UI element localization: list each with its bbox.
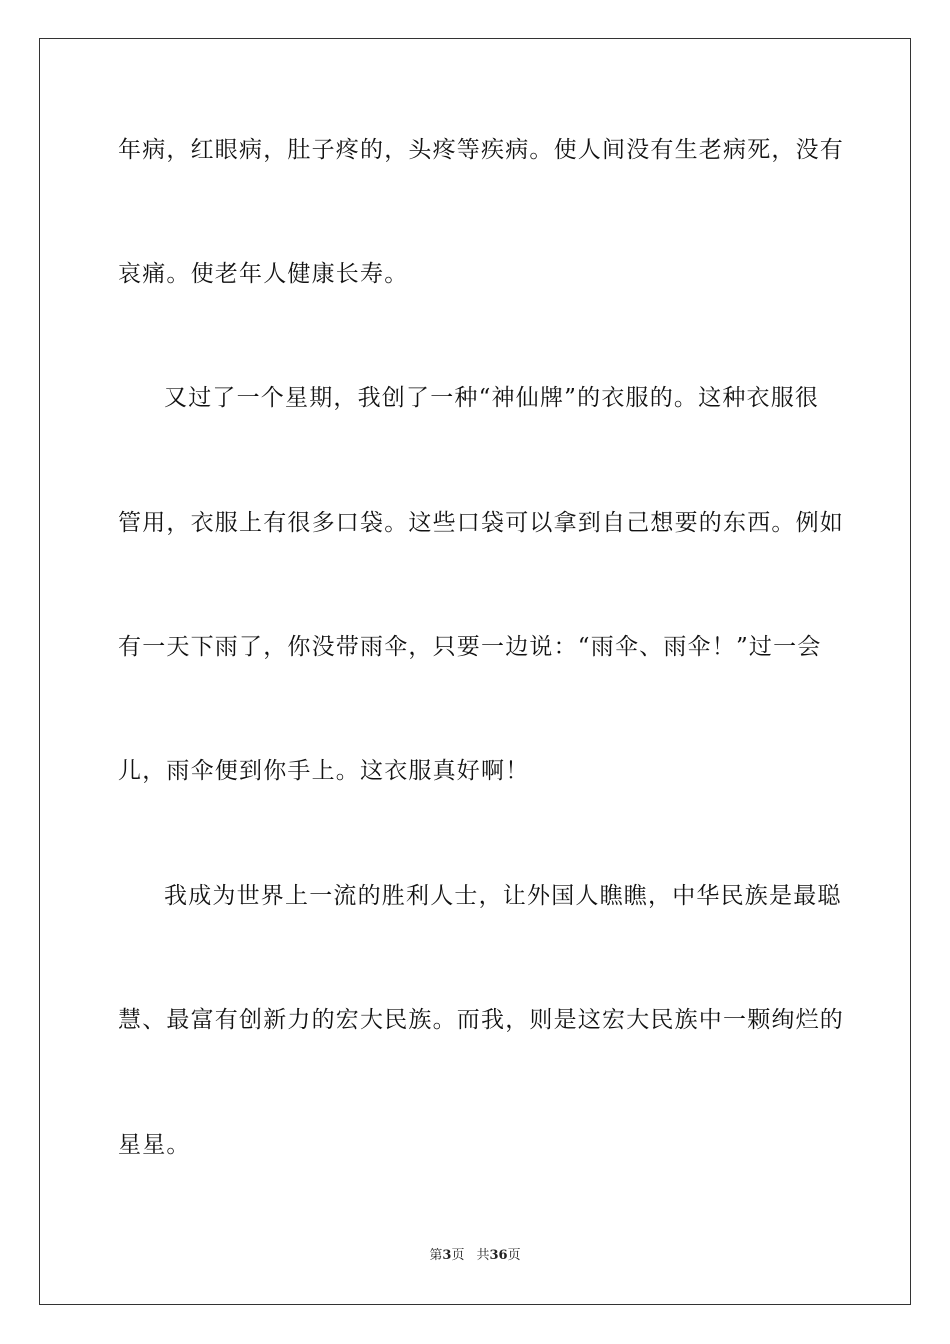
total-pages: 36 (489, 1248, 508, 1263)
page-footer (0, 1247, 950, 1265)
text-line-6: 儿，雨伞便到你手上。这衣服真好啊！ (118, 758, 530, 784)
total-suffix: 页 (507, 1248, 521, 1263)
page-border (39, 38, 911, 1305)
text-line-9: 星星。 (118, 1132, 191, 1158)
text-line-8: 慧、最富有创新力的宏大民族。而我，则是这宏大民族中一颗绚烂的 (118, 1007, 844, 1033)
text-line-1: 年病，红眼病，肚子疼的，头疼等疾病。使人间没有生老病死，没有 (118, 137, 844, 163)
text-line-7: 我成为世界上一流的胜利人士，让外国人瞧瞧，中华民族是最聪 (164, 883, 842, 909)
page-suffix: 页 (451, 1248, 465, 1263)
text-line-5: 有一天下雨了，你没带雨伞，只要一边说：“雨伞、雨伞！”过一会 (118, 634, 822, 660)
text-line-2: 哀痛。使老年人健康长寿。 (118, 261, 409, 287)
page-number: 3 (442, 1248, 452, 1263)
text-line-4: 管用，衣服上有很多口袋。这些口袋可以拿到自己想要的东西。例如 (118, 510, 844, 536)
total-prefix: 共 (476, 1248, 490, 1263)
text-line-3: 又过了一个星期，我创了一种“神仙牌”的衣服的。这种衣服很 (164, 385, 820, 411)
page-prefix: 第 (429, 1248, 443, 1263)
